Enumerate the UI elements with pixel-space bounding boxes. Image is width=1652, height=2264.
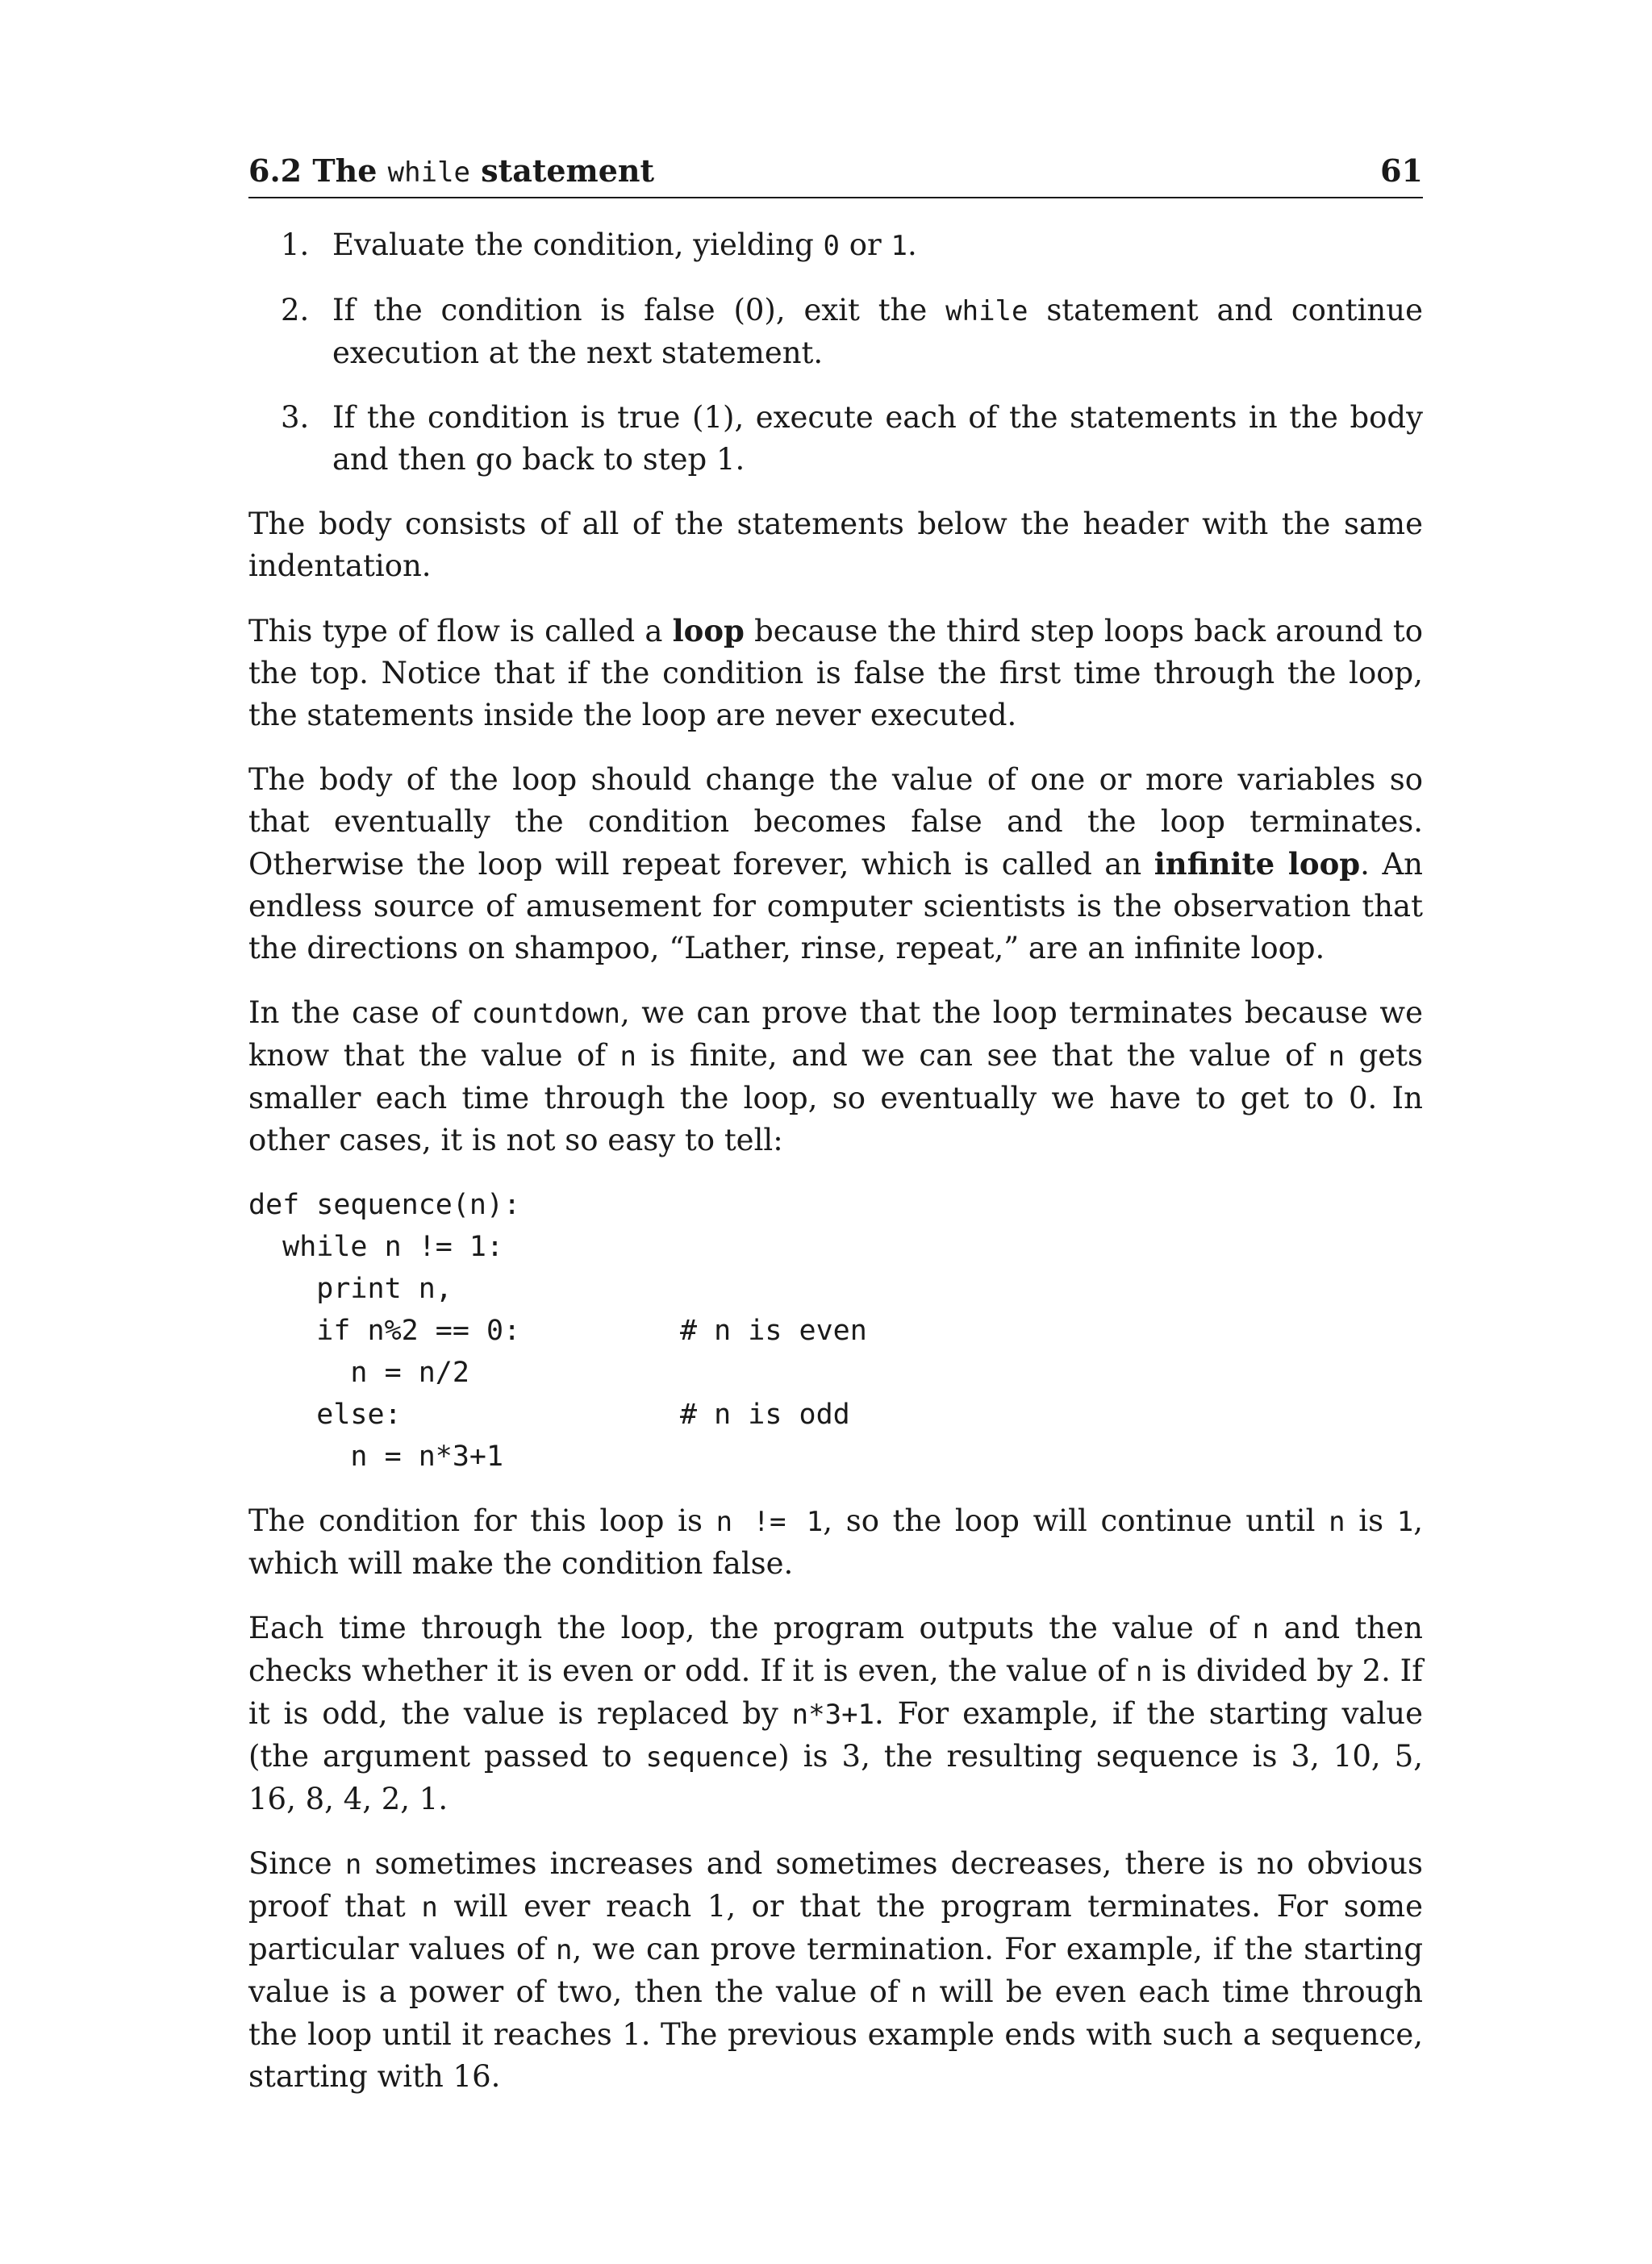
code-text: n = n*3+1 xyxy=(248,1441,504,1473)
paragraph xyxy=(248,1843,1423,2098)
text-span: will be even each time through the loop until it reaches 1. The previous example ends with such a sequence, starting with 16. xyxy=(248,1974,1423,2094)
code-line xyxy=(248,1394,1423,1436)
text-span: The condition for this loop is xyxy=(248,1503,716,1538)
inline-code: n xyxy=(910,1977,928,2009)
code-text: else: xyxy=(248,1399,402,1431)
code-text: if n%2 == 0: xyxy=(248,1315,521,1347)
text-span: is divided by 2. If it is odd, the value is replaced by xyxy=(248,1653,1423,1731)
code-line xyxy=(248,1310,1423,1352)
text-span: If the condition is true (1), execute each of the statements in the body and then go back to step 1. xyxy=(332,400,1423,477)
inline-code: n xyxy=(620,1040,636,1073)
text-span: Since xyxy=(248,1846,345,1881)
inline-code: n xyxy=(1329,1506,1345,1538)
text-span: ) is 3, the resulting sequence is 3, 10, 5, 16, 8, 4, 2, 1. xyxy=(248,1739,1423,1816)
body-text xyxy=(248,503,1423,2098)
inline-code: 1 xyxy=(1396,1506,1414,1538)
text-span: , we can prove termination. For example, if the starting value is a power of two, then the value of xyxy=(248,1932,1424,2009)
inline-code: n*3+1 xyxy=(791,1699,875,1731)
page-number: 61 xyxy=(1380,152,1423,189)
code-line xyxy=(248,1268,1423,1310)
text-span: In the case of xyxy=(248,995,472,1030)
section-title-code: while xyxy=(387,156,471,189)
list-item xyxy=(248,290,1423,374)
code-text: n = n/2 xyxy=(248,1357,469,1389)
section-title-end: statement xyxy=(481,152,655,189)
text-span: is finite, and we can see that the value of xyxy=(636,1038,1329,1073)
code-comment: # n is even xyxy=(680,1315,867,1347)
list-item-number: 1. xyxy=(281,227,310,262)
text-span: The body of the loop should change the value of one or more variables so that eventually the condition becomes false and the loop terminates. Otherwise the loop will repeat forever, which is called an xyxy=(248,762,1423,882)
page xyxy=(248,150,1423,2120)
code-text: print n, xyxy=(248,1273,453,1305)
text-span: because the third step loops back around to the top. Notice that if the condition is false the first time through the loop, the statements inside the loop are never executed. xyxy=(248,614,1423,732)
text-span: is xyxy=(1345,1503,1397,1538)
text-span: Evaluate the condition, yielding xyxy=(332,227,824,262)
text-span: and then checks whether it is even or odd. If it is even, the value of xyxy=(248,1611,1423,1688)
section-title-text: 6.2 The xyxy=(248,152,378,189)
text-span: gets smaller each time through the loop, so eventually we have to get to 0. In other cases, it is not so easy to tell: xyxy=(248,1038,1423,1157)
steps-list xyxy=(248,224,1423,481)
paragraph xyxy=(248,1500,1423,1585)
text-span: , we can prove that the loop terminates because we know that the value of xyxy=(248,995,1423,1073)
inline-code: n xyxy=(555,1934,573,1966)
list-item-number: 3. xyxy=(281,400,310,435)
paragraph: The body consists of all of the statements below the header with the same indentation. xyxy=(248,507,1423,583)
code-line xyxy=(248,1352,1423,1394)
inline-code: n xyxy=(344,1849,362,1881)
list-item xyxy=(248,224,1423,267)
text-span: Each time through the loop, the program outputs the value of xyxy=(248,1611,1253,1645)
section-title xyxy=(248,150,654,194)
paragraph xyxy=(248,992,1423,1161)
inline-code: n xyxy=(421,1891,438,1924)
term-loop: loop xyxy=(672,613,745,648)
inline-code: 0 xyxy=(823,230,840,262)
term-infinite-loop: infinite loop xyxy=(1153,846,1361,882)
text-span: will ever reach 1, or that the program terminates. For some particular values of xyxy=(248,1889,1423,1966)
text-span: sometimes increases and sometimes decreases, there is no obvious proof that xyxy=(248,1846,1423,1924)
paragraph xyxy=(248,1607,1423,1820)
code-line xyxy=(248,1226,1423,1268)
code-listing xyxy=(248,1184,1423,1478)
inline-code: n xyxy=(1252,1613,1270,1645)
text-span: . For example, if the starting value (the argument passed to xyxy=(248,1696,1423,1774)
inline-code: n xyxy=(1136,1656,1153,1688)
code-comment: # n is odd xyxy=(680,1399,850,1431)
text-span: If the condition is false (0), exit the xyxy=(332,293,946,327)
text-span: . xyxy=(907,227,917,262)
list-item-number: 2. xyxy=(281,293,310,327)
text-span: , so the loop will continue until xyxy=(823,1503,1329,1538)
text-span: , which will make the condition false. xyxy=(248,1503,1423,1581)
text-span: This type of flow is called a xyxy=(248,614,673,648)
text-span: or xyxy=(840,227,891,262)
running-head xyxy=(248,150,1423,198)
paragraph xyxy=(248,759,1423,969)
code-line xyxy=(248,1436,1423,1478)
list-item xyxy=(248,397,1423,481)
inline-code: n != 1 xyxy=(715,1506,824,1538)
code-line xyxy=(248,1184,1423,1226)
code-text: def sequence(n): xyxy=(248,1189,521,1221)
text-span: . An endless source of amusement for computer scientists is the observation that the directions on shampoo, “Lather, rinse, repeat,” are an infinite loop. xyxy=(248,847,1423,965)
inline-code: n xyxy=(1328,1040,1345,1073)
text-span: statement and continue execution at the next statement. xyxy=(332,293,1423,370)
code-text: while n != 1: xyxy=(248,1231,504,1263)
inline-code: 1 xyxy=(891,230,907,262)
inline-code: countdown xyxy=(471,998,620,1030)
inline-code: while xyxy=(945,295,1028,327)
paragraph xyxy=(248,610,1423,736)
inline-code: sequence xyxy=(645,1741,778,1774)
